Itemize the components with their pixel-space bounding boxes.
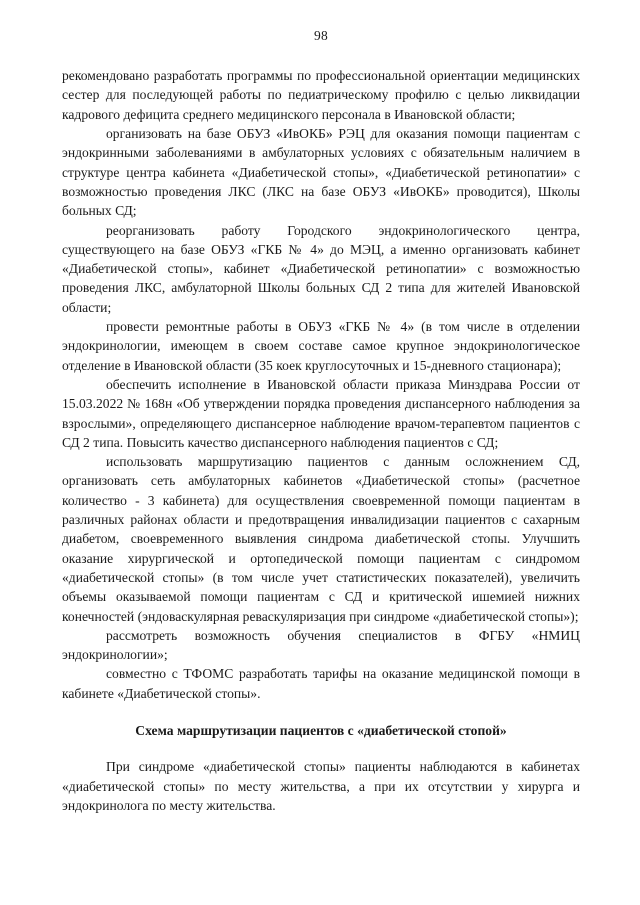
paragraph: реорганизовать работу Городского эндокринологического центра, существующего на базе ОБУЗ «ГКБ № 4» до МЭЦ, а именно организовать кабинет «Диабетической стопы», кабинет «Диабетической ретинопатии» с возможностью проведения ЛКС, амбулаторной Школы больных СД 2 типа для жителей Ивановской области; <box>62 222 580 315</box>
paragraph: провести ремонтные работы в ОБУЗ «ГКБ № 4» (в том числе в отделении эндокринологии, имеющем в своем составе самое крупное эндокринологическое отделение в Ивановской области (35 коек круглосуточных и 15-дневного стационара); <box>62 319 580 373</box>
paragraph: рассмотреть возможность обучения специалистов в ФГБУ «НМИЦ эндокринологии»; <box>62 627 580 663</box>
paragraph: совместно с ТФОМС разработать тарифы на оказание медицинской помощи в кабинете «Диабетической стопы». <box>62 666 580 701</box>
paragraph: использовать маршрутизацию пациентов с данным осложнением СД, организовать сеть амбулаторных кабинетов «Диабетической стопы» (расчетное количество - 3 кабинета) для осуществления своевременной помощи пациентам в различных районах области и предотвращения инвалидизации пациентов с сахарным диабетом, своевременного выявления синдрома диабетической стопы. Улучшить оказание хирургической и ортопедической помощи пациентам с синдромом «диабетической стопы» (в том числе учет статистических показателей), увеличить объемы оказываемой помощи пациентам с СД и критической ишемией нижних конечностей (эндоваскулярная реваскуляризация при синдроме «диабетической стопы»); <box>62 454 580 624</box>
paragraph: обеспечить исполнение в Ивановской области приказа Минздрава России от 15.03.2022 № 168н «Об утверждении порядка проведения диспансерного наблюдения за взрослыми», определяющего диспансерное наблюдение врачом-терапевтом пациентов с СД 2 типа. Повысить качество диспансерного наблюдения пациентов с СД; <box>62 376 580 450</box>
closing-paragraph: При синдроме «диабетической стопы» пациенты наблюдаются в кабинетах «диабетической стопы» по месту жительства, а при их отсутствии у хирурга и эндокринолога по месту жительства. <box>62 759 580 813</box>
paragraph: рекомендовано разработать программы по профессиональной ориентации медицинских сестер для последующей работы по педиатрическому профилю с целью ликвидации кадрового дефицита среднего медицинского персонала в Ивановской области; <box>62 68 580 122</box>
paragraph: организовать на базе ОБУЗ «ИвОКБ» РЭЦ для оказания помощи пациентам с эндокринными заболеваниями в амбулаторных условиях с обязательным наличием в структуре центра кабинета «Диабетической стопы», «Диабетической ретинопатии» с возможностью проведения ЛКС (ЛКС на базе ОБУЗ «ИвОКБ» проводится), Школы больных СД; <box>62 126 580 219</box>
page-number: 98 <box>314 28 328 43</box>
section-heading: Схема маршрутизации пациентов с «диабетической стопой» <box>135 722 507 738</box>
document-body <box>62 66 580 815</box>
